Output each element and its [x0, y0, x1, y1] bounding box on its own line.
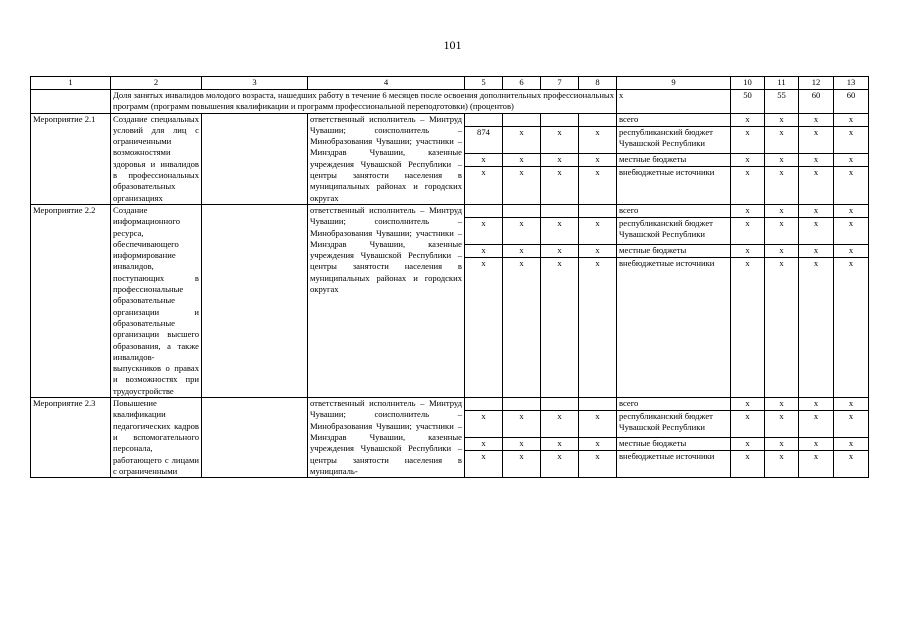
value: х: [519, 451, 524, 462]
value: х: [834, 398, 868, 411]
value-cell: [834, 113, 869, 204]
column-header: 5: [465, 77, 503, 90]
value: х: [834, 205, 868, 218]
value-cell: [503, 204, 541, 397]
value: х: [503, 438, 540, 451]
value: х: [579, 154, 616, 167]
header-row: [31, 77, 869, 90]
value: х: [579, 411, 616, 438]
value: х: [731, 127, 764, 154]
column-header: 1: [31, 77, 111, 90]
value: х: [813, 451, 819, 462]
value: х: [745, 257, 750, 268]
value: х: [848, 257, 854, 268]
value: [541, 114, 578, 127]
value: х: [765, 218, 798, 245]
funding-source-cell: [617, 398, 731, 478]
value: х: [541, 245, 578, 258]
value: 874: [465, 127, 502, 154]
value: х: [579, 127, 616, 154]
value: х: [579, 438, 616, 451]
value: х: [465, 218, 502, 245]
value: х: [519, 257, 524, 268]
value: х: [465, 245, 502, 258]
value: х: [799, 154, 833, 167]
value: х: [799, 411, 833, 438]
value: х: [745, 451, 750, 462]
value: х: [503, 154, 540, 167]
indicator-value: 60: [834, 90, 869, 114]
column-header: 7: [541, 77, 579, 90]
value-cell: [799, 113, 834, 204]
value: [503, 205, 540, 218]
value: х: [541, 154, 578, 167]
value: х: [834, 127, 868, 154]
funding-source: местные бюджеты: [617, 245, 730, 258]
value: х: [579, 245, 616, 258]
value: х: [731, 411, 764, 438]
value: [465, 114, 502, 127]
value: х: [765, 245, 798, 258]
value-cell: [579, 113, 617, 204]
column-header: 9: [617, 77, 731, 90]
value: [541, 398, 578, 411]
value: х: [481, 257, 486, 268]
value-cell: [765, 113, 799, 204]
value: х: [557, 451, 562, 462]
value: х: [731, 245, 764, 258]
value: х: [557, 166, 562, 177]
value-cell: [834, 204, 869, 397]
indicator-text: Доля занятых инвалидов молодого возраста, нашедших работу в течение 6 месяцев после освоения дополнительных профессиональных программ (программ повышения квалификации и программ профессиональной переподготовки) (процентов): [111, 90, 617, 114]
value: х: [557, 257, 562, 268]
value-cell: [579, 398, 617, 478]
value: х: [465, 438, 502, 451]
column-header: 8: [579, 77, 617, 90]
indicator-value: 60: [799, 90, 834, 114]
value: х: [765, 154, 798, 167]
value: х: [731, 205, 764, 218]
value: х: [465, 154, 502, 167]
value: х: [765, 127, 798, 154]
value: х: [834, 438, 868, 451]
value: [541, 205, 578, 218]
program-table: [30, 76, 869, 478]
value: х: [731, 398, 764, 411]
value: х: [765, 438, 798, 451]
value: х: [799, 438, 833, 451]
event-description: Создание информационного ресурса, обеспечивающего информирование инвалидов, поступающих в профессиональные образовательные организации и образовательные организации высшего образования, а также инвалидов-выпускников о правах и возможностях при трудоустройстве: [111, 204, 202, 397]
value: х: [745, 166, 750, 177]
value: х: [834, 154, 868, 167]
value-cell: [541, 204, 579, 397]
value-cell: [541, 398, 579, 478]
indicator-value: 55: [765, 90, 799, 114]
event-description: Создание специальных условий для лиц с ограниченными возможностями здоровья и инвалидов в профессиональных образовательных организациях: [111, 113, 202, 204]
funding-source: всего: [617, 398, 730, 411]
value: [465, 205, 502, 218]
value: х: [799, 127, 833, 154]
value: х: [503, 411, 540, 438]
value: х: [799, 245, 833, 258]
value: х: [519, 166, 524, 177]
value: х: [834, 411, 868, 438]
value: х: [813, 166, 819, 177]
event-name: Мероприятие 2.2: [31, 204, 111, 397]
event-executors: ответственный исполнитель – Минтруд Чувашии; соисполнитель – Минобразования Чувашии; участники – Минздрав Чувашии, казенные учреждения Чувашской Республики – центры занятости населения в муниципальных районах и городских округах: [308, 204, 465, 397]
value: х: [503, 127, 540, 154]
event-row: [31, 204, 869, 397]
column-header: 11: [765, 77, 799, 90]
value: х: [848, 451, 854, 462]
funding-source: всего: [617, 114, 730, 127]
value: х: [541, 218, 578, 245]
value: х: [731, 154, 764, 167]
event-name: Мероприятие 2.1: [31, 113, 111, 204]
value: х: [765, 114, 798, 127]
event-col3: [202, 113, 308, 204]
value: х: [541, 411, 578, 438]
event-executors: ответственный исполнитель – Минтруд Чувашии; соисполнитель – Минобразования Чувашии; участники – Минздрав Чувашии, казенные учреждения Чувашской Республики – центры занятости населения в муниципальных районах и городских округах: [308, 113, 465, 204]
funding-source: внебюджетные источники: [619, 451, 715, 462]
value: х: [595, 166, 600, 177]
funding-source: внебюджетные источники: [619, 257, 715, 268]
value: х: [799, 205, 833, 218]
value: х: [799, 218, 833, 245]
value: х: [541, 438, 578, 451]
value-cell: [731, 204, 765, 397]
event-col3: [202, 398, 308, 478]
value-cell: [503, 113, 541, 204]
funding-source: республиканский бюджет Чувашской Республики: [617, 127, 730, 154]
value: х: [731, 438, 764, 451]
value-cell: [834, 398, 869, 478]
event-row: [31, 398, 869, 478]
value: х: [779, 257, 784, 268]
value-cell: [765, 204, 799, 397]
funding-source-cell: [617, 204, 731, 397]
value-cell: [465, 113, 503, 204]
value-cell: [503, 398, 541, 478]
value: [579, 205, 616, 218]
value: [579, 398, 616, 411]
value: х: [799, 114, 833, 127]
value: х: [779, 451, 784, 462]
value: х: [465, 411, 502, 438]
value: х: [765, 205, 798, 218]
funding-source: республиканский бюджет Чувашской Республики: [617, 218, 730, 245]
page-number: 101: [443, 38, 462, 52]
event-col3: [202, 204, 308, 397]
funding-source: местные бюджеты: [617, 154, 730, 167]
value: х: [481, 451, 486, 462]
column-header: 13: [834, 77, 869, 90]
column-header: 2: [111, 77, 202, 90]
column-header: 12: [799, 77, 834, 90]
event-name: Мероприятие 2.3: [31, 398, 111, 478]
value-cell: [579, 204, 617, 397]
value: х: [834, 245, 868, 258]
funding-source-cell: [617, 113, 731, 204]
value-cell: [731, 398, 765, 478]
column-header: 6: [503, 77, 541, 90]
value: [503, 398, 540, 411]
value: х: [765, 411, 798, 438]
value: [465, 398, 502, 411]
column-header: 3: [202, 77, 308, 90]
value: х: [731, 114, 764, 127]
value-cell: [465, 204, 503, 397]
value-cell: [465, 398, 503, 478]
value: х: [813, 257, 819, 268]
value-cell: [799, 204, 834, 397]
funding-source: местные бюджеты: [617, 438, 730, 451]
event-executors: ответственный исполнитель – Минтруд Чувашии; соисполнитель – Минобразования Чувашии; участники – Минздрав Чувашии, казенные учреждения Чувашской Республики – центры занятости населения в муниципаль-: [308, 398, 465, 478]
column-header: 4: [308, 77, 465, 90]
indicator-value: 50: [731, 90, 765, 114]
value: х: [834, 218, 868, 245]
indicator-row: [31, 90, 869, 114]
value: х: [731, 218, 764, 245]
value-cell: [731, 113, 765, 204]
value: х: [481, 166, 486, 177]
value: х: [595, 257, 600, 268]
value: х: [579, 218, 616, 245]
value: х: [503, 245, 540, 258]
value: [503, 114, 540, 127]
column-header: 10: [731, 77, 765, 90]
indicator-col9: х: [617, 90, 731, 114]
value: х: [541, 127, 578, 154]
event-row: [31, 113, 869, 204]
funding-source: всего: [617, 205, 730, 218]
funding-source: внебюджетные источники: [619, 166, 715, 177]
value: х: [503, 218, 540, 245]
value: х: [848, 166, 854, 177]
value: [579, 114, 616, 127]
value: х: [834, 114, 868, 127]
event-description: Повышение квалификации педагогических кадров и вспомогательного персонала, работающего с лицами с ограниченными: [111, 398, 202, 478]
funding-source: республиканский бюджет Чувашской Республики: [617, 411, 730, 438]
value-cell: [541, 113, 579, 204]
value-cell: [799, 398, 834, 478]
value: х: [779, 166, 784, 177]
value-cell: [765, 398, 799, 478]
value: х: [799, 398, 833, 411]
value: х: [765, 398, 798, 411]
value: х: [595, 451, 600, 462]
